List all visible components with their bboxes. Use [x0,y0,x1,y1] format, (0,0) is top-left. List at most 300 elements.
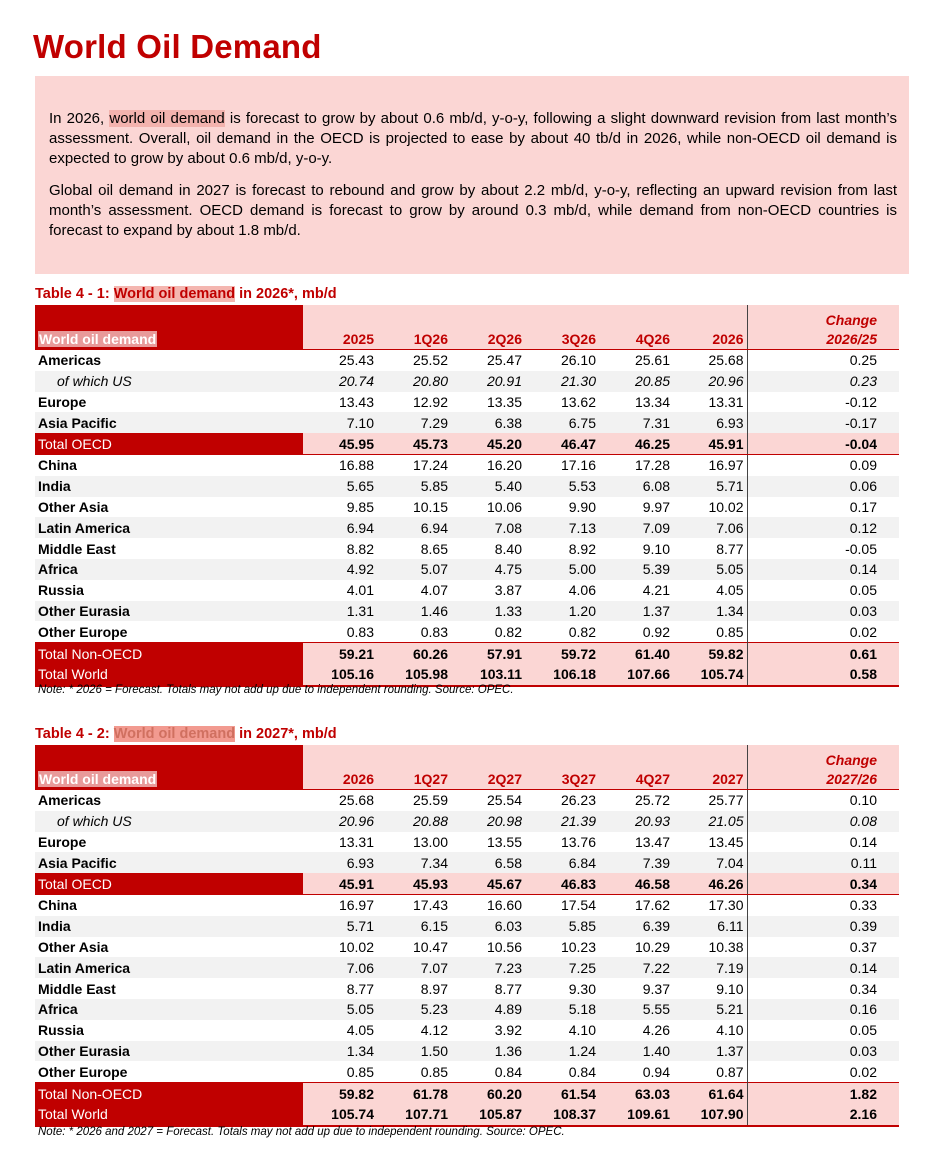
table-2-caption-highlight: World oil demand [113,726,236,742]
value-cell: 0.87 [673,1061,747,1082]
value-cell: 7.19 [673,957,747,978]
value-cell: 6.58 [451,852,525,873]
value-cell: 20.91 [451,371,525,392]
row-label [35,873,303,894]
change-cell: 0.25 [849,352,877,369]
value-cell: 0.85 [346,1063,374,1080]
row-label [35,1104,303,1126]
value-cell: 8.97 [420,980,448,997]
value-cell: 7.08 [451,517,525,538]
value-cell: 10.47 [412,938,448,955]
value-cell: 5.85 [525,916,599,937]
value-cell: 109.61 [599,1104,673,1126]
value-cell: 20.85 [599,371,673,392]
value-cell: 0.82 [568,623,596,640]
value-cell: 45.91 [673,433,747,454]
header-label-cell [35,305,303,350]
table-row [35,538,899,559]
change-cell: 0.61 [747,643,899,664]
value-cell: 8.40 [494,540,522,557]
value-cell: 0.85 [420,1063,448,1080]
value-cell: 0.85 [673,621,747,642]
table-1-caption-post: in 2026*, mb/d [235,286,337,302]
value-cell: 6.93 [303,852,377,873]
value-cell: 0.92 [642,623,670,640]
row-label-text: India [38,918,71,935]
value-cell: 16.97 [673,454,747,475]
header-label: World oil demand [39,771,157,787]
table-row [35,832,899,853]
table-row [35,454,899,475]
row-label [35,476,303,497]
summary-highlight: world oil demand [109,110,225,127]
value-cell: 6.94 [377,517,451,538]
value-cell: 7.34 [377,852,451,873]
row-label [35,1041,303,1062]
value-cell: 8.92 [568,540,596,557]
change-cell: 0.08 [747,811,899,832]
row-label-text: Other Asia [38,938,109,955]
value-cell: 7.06 [673,517,747,538]
summary-p1-post: is forecast to grow by about 0.6 mb/d, y-o-y, following a slight downward revision from last month’s assessment. Overall, oil demand in the OECD is projected to ease by about 40 tb/d in 2026, while non-OECD oil demand is expected to grow by about 0.6 mb/d, y-o-y. [49,110,897,167]
value-cell: 8.77 [673,538,747,559]
table-header-row [35,745,899,790]
change-cell: 0.33 [849,897,877,914]
value-cell: 6.75 [525,412,599,433]
value-cell: 4.26 [642,1022,670,1039]
change-cell: -0.05 [845,540,877,557]
table-row [35,621,899,642]
value-cell: 13.45 [673,832,747,853]
row-label-text: Other Asia [38,498,109,515]
row-label-text: Africa [38,561,78,578]
row-label [35,937,303,958]
row-label-text: Americas [38,792,102,809]
change-cell: 1.82 [747,1083,899,1104]
value-cell: 6.39 [599,916,673,937]
summary-box [35,76,909,274]
value-cell: 1.34 [303,1041,377,1062]
row-label-text: Asia Pacific [38,854,117,871]
header-label: World oil demand [39,331,157,347]
change-cell: 0.05 [849,1022,877,1039]
value-cell: 25.68 [673,350,747,371]
column-header: 2Q27 [451,745,525,790]
column-header: 4Q27 [599,745,673,790]
value-cell: 108.37 [525,1104,599,1126]
value-cell: 13.62 [560,393,596,410]
value-cell: 4.05 [346,1022,374,1039]
value-cell: 16.60 [486,897,522,914]
value-cell: 4.10 [673,1020,747,1041]
value-cell: 7.22 [599,957,673,978]
change-cell: 0.02 [849,1063,877,1080]
change-cell: 0.58 [747,664,899,686]
value-cell: 25.47 [486,352,522,369]
value-cell: 25.72 [634,792,670,809]
row-label-text: Africa [38,1001,78,1018]
value-cell: 4.06 [568,582,596,599]
value-cell: 6.15 [377,916,451,937]
value-cell: 21.30 [525,371,599,392]
row-label-text: Americas [38,352,102,369]
table-row [35,601,899,622]
header-label-cell [35,745,303,790]
table-row [35,371,899,392]
row-label [35,433,303,454]
table-1-caption [35,286,337,302]
value-cell: 7.09 [599,517,673,538]
value-cell: 9.85 [346,498,374,515]
value-cell: 57.91 [451,643,525,664]
column-header: 2025 [303,305,377,350]
value-cell: 5.21 [673,999,747,1020]
demand-table-2026 [35,305,899,687]
value-cell: 4.05 [673,580,747,601]
table-2-caption [35,726,337,742]
page-title: World Oil Demand [33,28,322,65]
row-label-text: Russia [38,582,84,599]
value-cell: 10.06 [486,498,522,515]
value-cell: 20.96 [673,371,747,392]
value-cell: 6.08 [599,476,673,497]
value-cell: 3.87 [494,582,522,599]
value-cell: 6.84 [525,852,599,873]
value-cell: 1.50 [377,1041,451,1062]
value-cell: 20.88 [377,811,451,832]
value-cell: 5.55 [599,999,673,1020]
value-cell: 21.39 [525,811,599,832]
value-cell: 17.28 [634,457,670,474]
row-label-text: Asia Pacific [38,414,117,431]
row-label-text: of which US [57,373,132,390]
change-cell: 0.23 [747,371,899,392]
value-cell: 7.25 [525,957,599,978]
value-cell: 8.82 [346,540,374,557]
table-2-caption-pre: Table 4 - 2: [35,726,114,742]
value-cell: 3.92 [494,1022,522,1039]
value-cell: 5.00 [525,559,599,580]
value-cell: 16.88 [338,457,374,474]
change-cell: 0.39 [747,916,899,937]
row-label [35,350,303,371]
value-cell: 6.93 [673,412,747,433]
value-cell: 5.71 [673,476,747,497]
value-cell: 1.24 [525,1041,599,1062]
change-header-line-2: 2027/26 [826,771,877,787]
table-row [35,350,899,371]
value-cell: 46.26 [673,873,747,894]
summary-paragraph-1 [49,109,897,169]
table-header-row [35,305,899,350]
change-header-line-1: Change [825,752,877,768]
value-cell: 61.54 [525,1083,599,1104]
value-cell: 0.94 [642,1063,670,1080]
row-label-text: Other Eurasia [38,1042,130,1059]
change-cell: 0.17 [849,498,877,515]
value-cell: 10.56 [486,938,522,955]
table-row [35,811,899,832]
value-cell: 0.83 [420,623,448,640]
row-label [35,811,303,832]
value-cell: 106.18 [525,664,599,686]
row-label-text: of which US [57,813,132,830]
table-row [35,873,899,894]
demand-table-2027 [35,745,899,1127]
row-label-text: Total OECD [38,435,112,452]
value-cell: 45.93 [377,873,451,894]
value-cell: 45.73 [377,433,451,454]
value-cell: 20.93 [599,811,673,832]
column-header: 1Q27 [377,745,451,790]
value-cell: 5.23 [377,999,451,1020]
column-header: 3Q26 [525,305,599,350]
value-cell: 17.54 [560,897,596,914]
value-cell: 45.91 [303,873,377,894]
value-cell: 13.55 [486,833,522,850]
value-cell: 5.71 [303,916,377,937]
value-cell: 61.40 [599,643,673,664]
value-cell: 17.16 [560,457,596,474]
change-column-header [747,305,899,350]
table-row [35,852,899,873]
change-cell: 0.03 [747,1041,899,1062]
value-cell: 17.43 [412,897,448,914]
value-cell: 7.31 [599,412,673,433]
row-label-text: Other Europe [38,623,128,640]
change-cell: 0.11 [747,852,899,873]
table-row [35,643,899,664]
value-cell: 105.98 [377,664,451,686]
value-cell: 46.47 [525,433,599,454]
value-cell: 107.90 [673,1104,747,1126]
value-cell: 16.20 [486,457,522,474]
value-cell: 4.01 [346,582,374,599]
value-cell: 10.02 [673,497,747,518]
value-cell: 105.87 [451,1104,525,1126]
table-row [35,1083,899,1104]
value-cell: 0.84 [494,1063,522,1080]
table-row [35,664,899,686]
value-cell: 61.78 [377,1083,451,1104]
row-label-text: Total OECD [38,875,112,892]
value-cell: 10.15 [412,498,448,515]
value-cell: 105.74 [673,664,747,686]
change-cell: 0.09 [849,457,877,474]
row-label [35,894,303,915]
value-cell: 5.53 [525,476,599,497]
row-label [35,392,303,413]
row-label [35,978,303,999]
value-cell: 7.04 [673,852,747,873]
table-row [35,790,899,811]
change-cell: 0.37 [849,938,877,955]
row-label [35,1083,303,1104]
row-label-text: Total World [38,666,108,683]
table-row [35,1104,899,1126]
value-cell: 59.21 [303,643,377,664]
change-header-line-1: Change [825,312,877,328]
table-1-caption-pre: Table 4 - 1: [35,286,114,302]
row-label [35,1020,303,1041]
value-cell: 45.95 [303,433,377,454]
value-cell: 1.36 [451,1041,525,1062]
table-2-caption-post: in 2027*, mb/d [235,726,337,742]
value-cell: 0.84 [568,1063,596,1080]
value-cell: 4.07 [420,582,448,599]
row-label-text: China [38,457,77,474]
row-label [35,517,303,538]
value-cell: 4.89 [451,999,525,1020]
change-cell: 0.10 [849,792,877,809]
value-cell: 7.29 [377,412,451,433]
column-header: 4Q26 [599,305,673,350]
change-cell: 0.14 [849,833,877,850]
column-header: 3Q27 [525,745,599,790]
value-cell: 17.24 [412,457,448,474]
row-label [35,497,303,518]
row-label [35,999,303,1020]
value-cell: 107.71 [377,1104,451,1126]
table-row [35,1041,899,1062]
value-cell: 46.25 [599,433,673,454]
row-label-text: Total Non-OECD [38,1085,143,1102]
row-label [35,412,303,433]
table-1-caption-highlight: World oil demand [113,286,236,302]
value-cell: 6.03 [451,916,525,937]
value-cell: 20.74 [303,371,377,392]
value-cell: 0.82 [494,623,522,640]
change-cell: -0.12 [845,393,877,410]
summary-p1-pre: In 2026, [49,110,110,127]
change-cell: 0.02 [849,623,877,640]
value-cell: 59.82 [303,1083,377,1104]
table-row [35,1020,899,1041]
value-cell: 25.54 [486,792,522,809]
value-cell: 20.96 [303,811,377,832]
value-cell: 13.00 [412,833,448,850]
value-cell: 60.26 [377,643,451,664]
row-label [35,852,303,873]
table-row [35,433,899,454]
value-cell: 5.07 [377,559,451,580]
value-cell: 5.05 [673,559,747,580]
value-cell: 5.39 [599,559,673,580]
column-header: 2026 [303,745,377,790]
value-cell: 8.77 [494,980,522,997]
value-cell: 1.46 [377,601,451,622]
value-cell: 10.38 [673,937,747,958]
value-cell: 25.52 [412,352,448,369]
change-cell: 0.34 [747,873,899,894]
value-cell: 25.43 [338,352,374,369]
value-cell: 7.39 [599,852,673,873]
row-label [35,790,303,811]
row-label-text: Europe [38,393,87,410]
change-cell: -0.04 [747,433,899,454]
value-cell: 61.64 [673,1083,747,1104]
row-label [35,621,303,642]
value-cell: 13.35 [486,393,522,410]
row-label-text: Russia [38,1022,84,1039]
value-cell: 16.97 [338,897,374,914]
value-cell: 0.83 [346,623,374,640]
row-label-text: Middle East [38,980,116,997]
change-cell: 0.12 [747,517,899,538]
value-cell: 13.31 [673,392,747,413]
column-header: 2027 [673,745,747,790]
value-cell: 6.38 [451,412,525,433]
table-row [35,999,899,1020]
value-cell: 7.07 [377,957,451,978]
row-label [35,601,303,622]
table-2-note: Note: * 2026 and 2027 = Forecast. Totals may not add up due to independent rounding. Source: OPEC. [38,1126,565,1138]
column-header: 2Q26 [451,305,525,350]
value-cell: 13.43 [338,393,374,410]
row-label-text: Other Europe [38,1063,128,1080]
row-label [35,371,303,392]
value-cell: 8.77 [346,980,374,997]
value-cell: 10.23 [560,938,596,955]
value-cell: 20.98 [451,811,525,832]
value-cell: 4.75 [451,559,525,580]
value-cell: 45.20 [451,433,525,454]
row-label-text: Other Eurasia [38,602,130,619]
value-cell: 6.94 [303,517,377,538]
row-label [35,664,303,686]
row-label [35,538,303,559]
value-cell: 7.06 [303,957,377,978]
value-cell: 12.92 [412,393,448,410]
change-cell: 0.14 [747,957,899,978]
value-cell: 13.34 [634,393,670,410]
value-cell: 1.40 [599,1041,673,1062]
value-cell: 46.83 [525,873,599,894]
change-cell: -0.17 [747,412,899,433]
summary-paragraph-2: Global oil demand in 2027 is forecast to rebound and grow by about 2.2 mb/d, y-o-y, reflecting an upward revision from last month’s assessment. OECD demand is forecast to grow by around 0.3 mb/d, while demand from non-OECD countries is forecast to expand by about 1.8 mb/d. [49,182,897,239]
value-cell: 5.18 [525,999,599,1020]
table-row [35,894,899,915]
table-row [35,916,899,937]
value-cell: 9.10 [642,540,670,557]
value-cell: 9.10 [673,978,747,999]
value-cell: 9.97 [642,498,670,515]
table-row [35,497,899,518]
row-label-text: China [38,897,77,914]
value-cell: 5.05 [303,999,377,1020]
value-cell: 5.85 [377,476,451,497]
table-row [35,412,899,433]
value-cell: 21.05 [673,811,747,832]
value-cell: 10.29 [634,938,670,955]
value-cell: 9.30 [568,980,596,997]
value-cell: 1.34 [673,601,747,622]
change-cell: 0.05 [849,582,877,599]
change-column-header [747,745,899,790]
value-cell: 25.59 [412,792,448,809]
value-cell: 1.20 [525,601,599,622]
column-header: 2026 [673,305,747,350]
value-cell: 60.20 [451,1083,525,1104]
value-cell: 7.13 [525,517,599,538]
row-label-text: Europe [38,833,87,850]
row-label [35,1061,303,1082]
change-cell: 2.16 [747,1104,899,1126]
change-cell: 0.34 [849,980,877,997]
value-cell: 63.03 [599,1083,673,1104]
row-label-text: Total Non-OECD [38,645,143,662]
value-cell: 9.90 [568,498,596,515]
